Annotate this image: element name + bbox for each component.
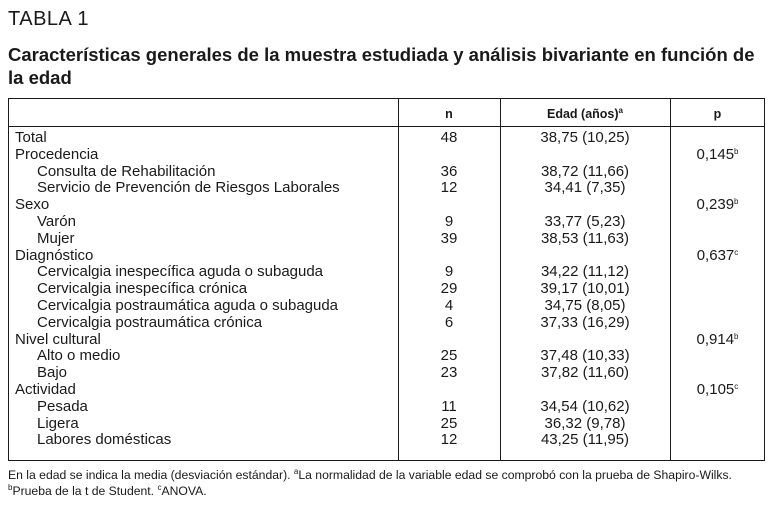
table-row-group xyxy=(9,382,764,399)
footnote-text: En la edad se indica la media (desviación estándar). xyxy=(8,468,294,482)
row-edad: 38,53 (11,63) xyxy=(540,229,630,247)
row-edad: 33,77 (5,23) xyxy=(544,212,626,230)
table-row-subitem xyxy=(9,281,764,298)
table-label: TABLA 1 xyxy=(8,8,89,30)
row-label: Total xyxy=(15,129,47,146)
header-p xyxy=(670,99,765,126)
table-row-subitem xyxy=(9,298,764,315)
row-edad: 34,22 (11,12) xyxy=(540,263,630,281)
row-label: Servicio de Prevención de Riesgos Laborales xyxy=(37,179,340,197)
row-edad: 38,72 (11,66) xyxy=(540,162,630,180)
row-n: 11 xyxy=(441,397,457,415)
table-row-subitem xyxy=(9,264,764,281)
row-p-value: 0,105 xyxy=(696,380,735,398)
footnote-text: Prueba de la t de Student. xyxy=(12,483,158,498)
row-label: Consulta de Rehabilitación xyxy=(37,162,216,180)
row-label: Alto o medio xyxy=(37,347,121,365)
table-row-group xyxy=(9,130,764,147)
row-p-sup: c xyxy=(734,247,739,257)
table-body xyxy=(9,130,764,449)
table-row-group xyxy=(9,197,764,214)
table-row-subitem xyxy=(9,231,764,248)
row-p-sup: c xyxy=(734,381,739,391)
row-p xyxy=(670,147,765,164)
row-label: Cervicalgia inespecífica crónica xyxy=(37,280,248,298)
row-edad: 38,75 (10,25) xyxy=(540,129,630,146)
header-n-label: n xyxy=(445,107,453,121)
row-p-value: 0,145 xyxy=(696,145,735,163)
row-p-sup: b xyxy=(734,146,739,156)
row-label: Pesada xyxy=(37,397,88,415)
header-divider xyxy=(9,126,764,127)
footnote-sup: a xyxy=(293,467,299,476)
row-p-sup: b xyxy=(734,197,739,207)
header-edad-label: Edad (años) xyxy=(547,107,619,121)
row-p xyxy=(670,197,765,214)
row-n: 4 xyxy=(444,296,454,314)
row-p xyxy=(670,332,765,349)
row-n: 25 xyxy=(440,347,458,365)
header-n xyxy=(398,99,500,126)
header-p-label: p xyxy=(713,107,722,121)
row-label: Bajo xyxy=(37,364,68,382)
row-p xyxy=(670,382,765,399)
row-n: 9 xyxy=(444,263,454,281)
data-table xyxy=(8,98,765,461)
table-title: Características generales de la muestra estudiada y análisis bivariante en función de la edad xyxy=(8,44,755,88)
footnote-text: ANOVA. xyxy=(161,483,207,498)
row-n: 25 xyxy=(440,414,458,432)
row-edad: 34,41 (7,35) xyxy=(544,179,626,197)
table-row-group xyxy=(9,248,764,265)
table-row-group xyxy=(9,332,764,349)
table-row-subitem xyxy=(9,164,764,181)
row-label: Mujer xyxy=(37,229,75,247)
row-label: Ligera xyxy=(37,414,79,432)
table-footnote xyxy=(8,468,765,499)
row-n: 6 xyxy=(444,313,454,331)
row-p-value: 0,637 xyxy=(696,246,735,264)
header-edad-sup: a xyxy=(618,106,623,115)
row-edad: 37,48 (10,33) xyxy=(540,347,630,365)
table-row-subitem xyxy=(9,348,764,365)
table-row-subitem xyxy=(9,399,764,416)
table-row-subitem xyxy=(9,416,764,433)
row-n: 12 xyxy=(440,431,458,449)
row-label: Cervicalgia postraumática aguda o subaguda xyxy=(37,296,339,314)
row-n: 23 xyxy=(440,364,458,382)
row-edad: 37,33 (16,29) xyxy=(540,313,630,331)
row-edad: 37,82 (11,60) xyxy=(540,364,630,382)
table-row-subitem xyxy=(9,432,764,449)
row-label: Diagnóstico xyxy=(15,246,94,264)
table-row-group xyxy=(9,147,764,164)
row-n: 48 xyxy=(440,129,458,146)
row-label: Cervicalgia inespecífica aguda o subaguda xyxy=(37,263,324,281)
row-n: 9 xyxy=(444,212,454,230)
row-label: Varón xyxy=(37,212,76,230)
row-edad: 39,17 (10,01) xyxy=(540,280,630,298)
row-edad: 34,54 (10,62) xyxy=(540,397,630,415)
row-n: 39 xyxy=(440,229,458,247)
row-n: 36 xyxy=(440,162,458,180)
footnote-sup: c xyxy=(157,482,162,492)
table-row-subitem xyxy=(9,214,764,231)
row-label: Actividad xyxy=(15,380,76,398)
row-n: 29 xyxy=(440,280,458,298)
row-label: Cervicalgia postraumática crónica xyxy=(37,313,263,331)
table-row-subitem xyxy=(9,315,764,332)
row-p-value: 0,914 xyxy=(696,330,735,348)
row-label: Procedencia xyxy=(15,145,99,163)
row-p xyxy=(670,248,765,265)
row-label: Sexo xyxy=(15,196,50,214)
row-label: Labores domésticas xyxy=(37,431,172,449)
row-label: Nivel cultural xyxy=(15,330,101,348)
row-p-value: 0,239 xyxy=(696,196,735,214)
row-edad: 36,32 (9,78) xyxy=(544,414,626,432)
row-edad: 34,75 (8,05) xyxy=(544,296,626,314)
row-p-sup: b xyxy=(734,331,739,341)
footnote-text: La normalidad de la variable edad se comprobó con la prueba de Shapiro-Wilks. xyxy=(298,468,732,482)
footnote-sup: b xyxy=(8,482,13,492)
row-edad: 43,25 (11,95) xyxy=(540,431,630,449)
table-row-subitem xyxy=(9,365,764,382)
header-edad xyxy=(500,99,670,126)
table-row-subitem xyxy=(9,180,764,197)
row-n: 12 xyxy=(440,179,458,197)
